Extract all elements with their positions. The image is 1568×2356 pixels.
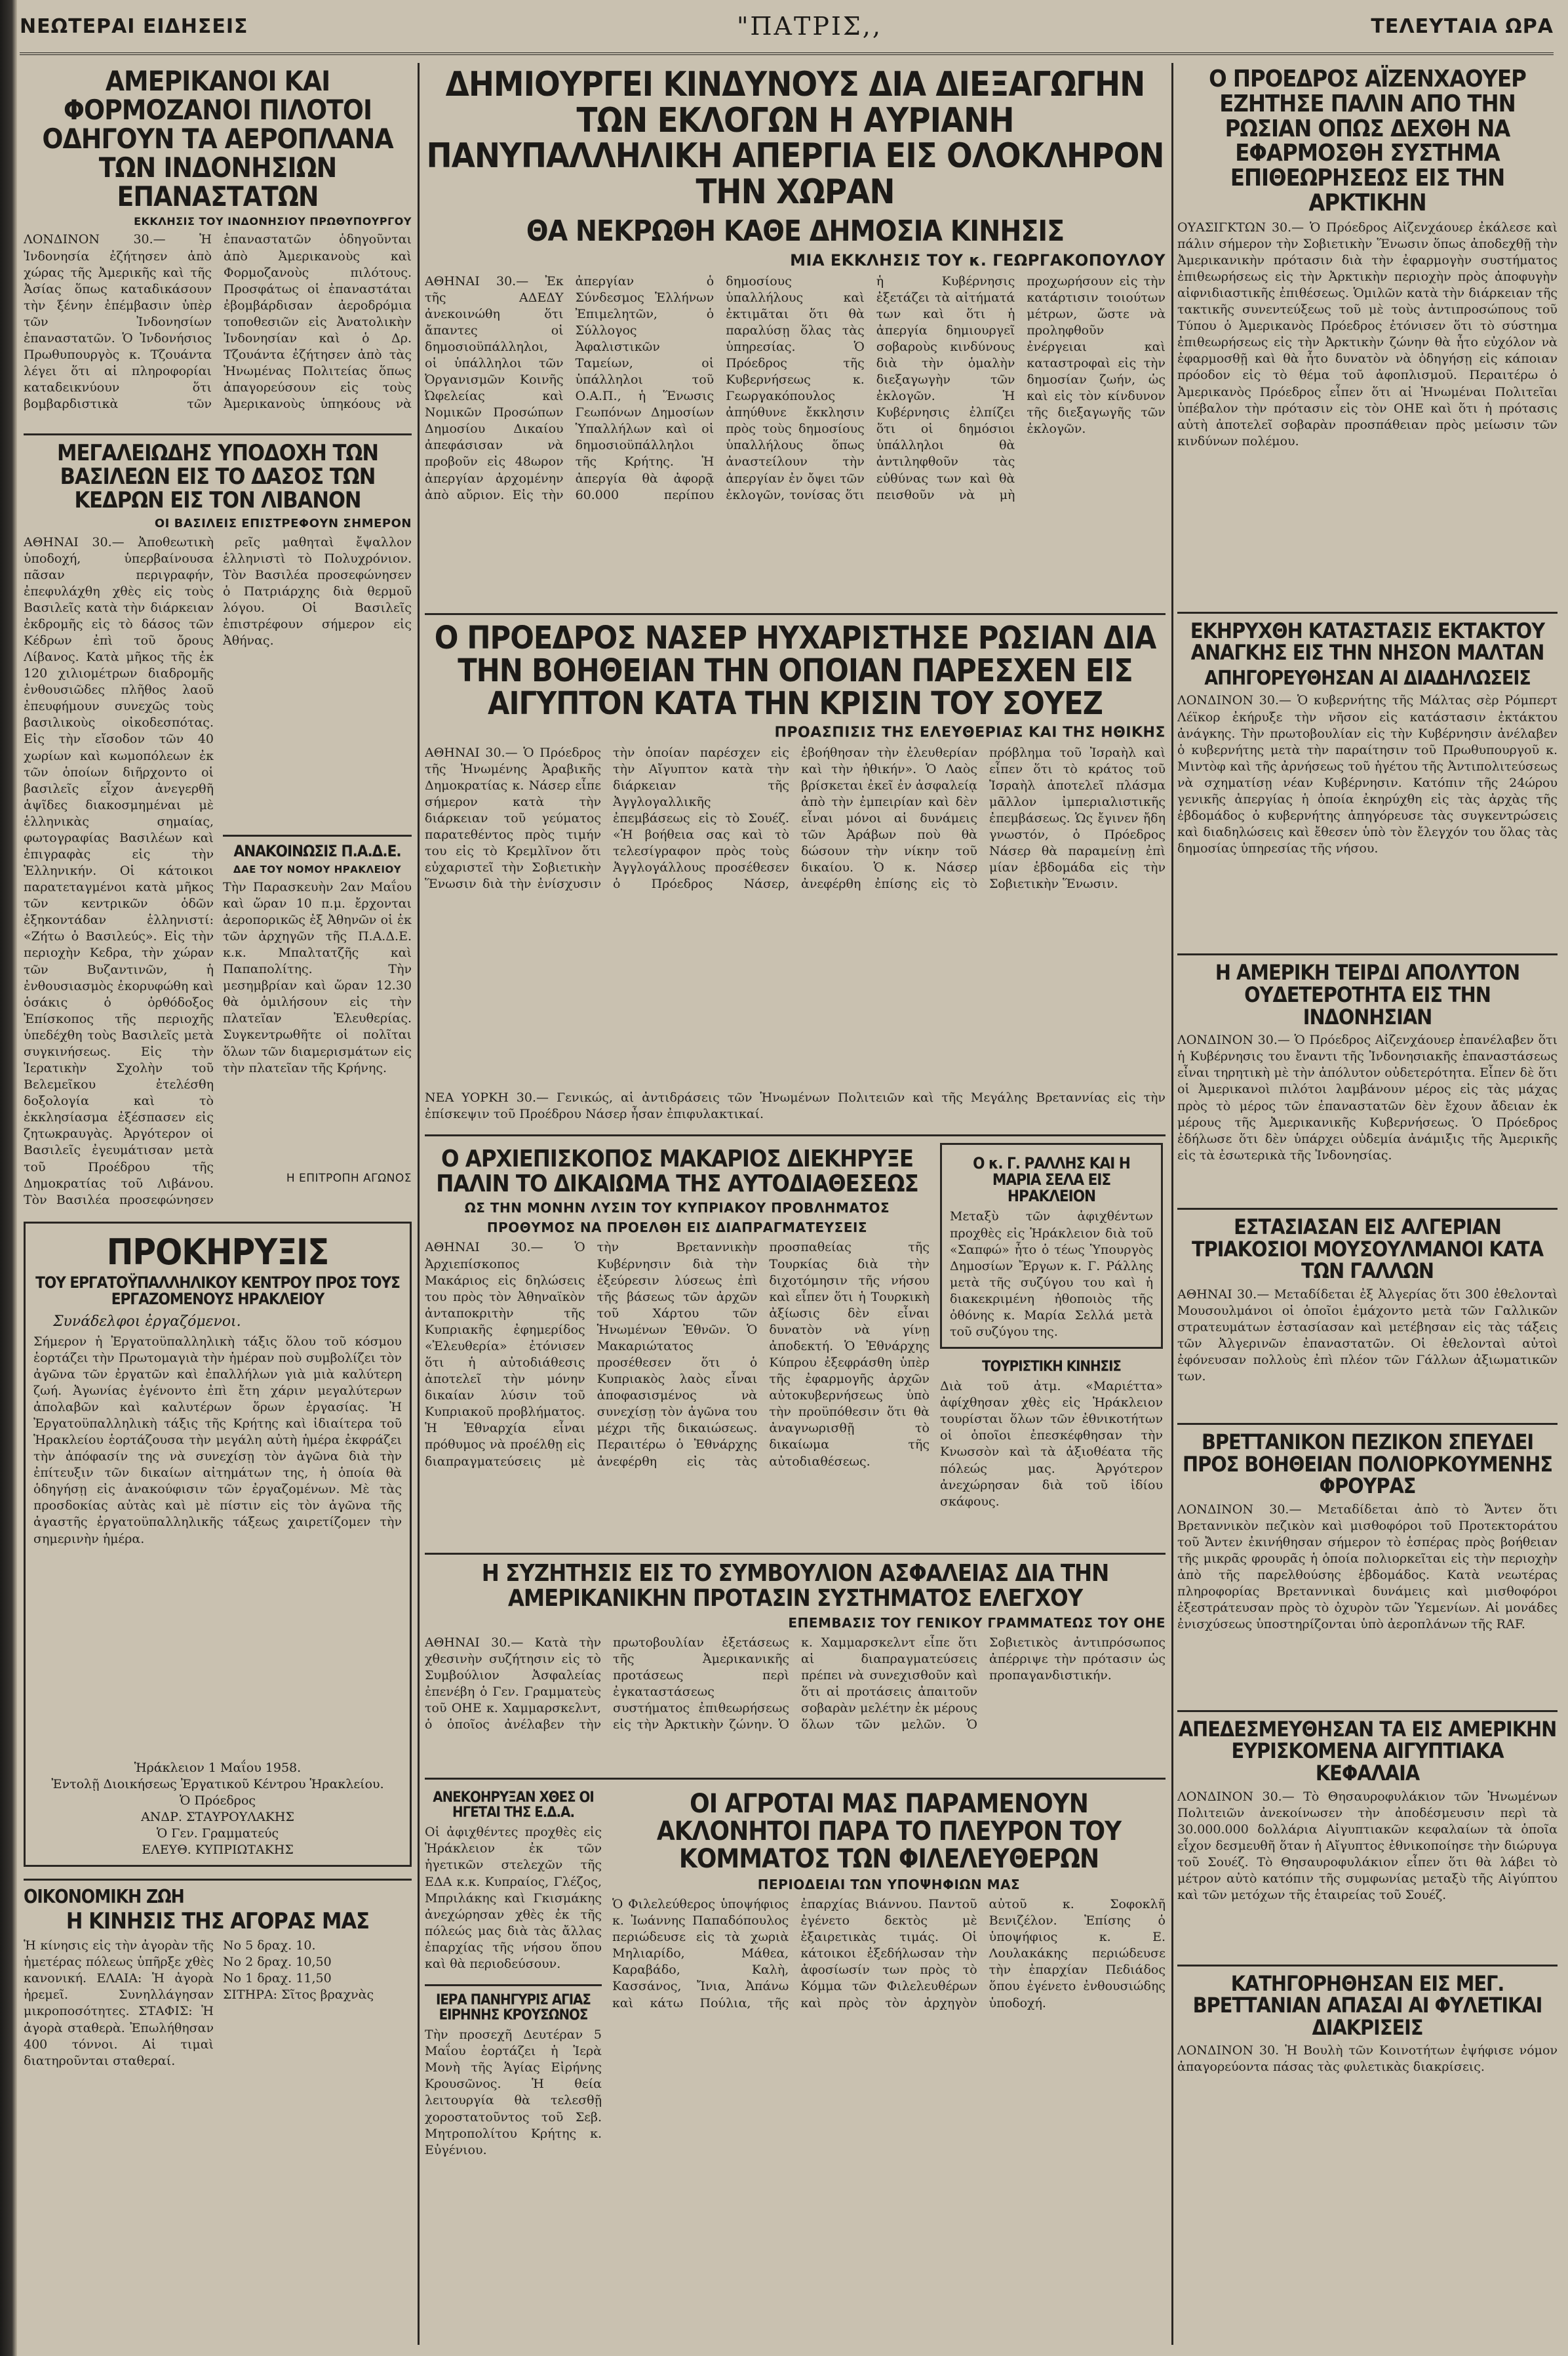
headline: Ο κ. Γ. ΡΑΛΛΗΣ ΚΑΙ Η ΜΑΡΙΑ ΣΕΛΑ ΕΙΣ ΗΡΑΚΛΕΙΟΝ [973, 1153, 1130, 1206]
column-rule-1 [418, 63, 420, 2345]
divider [1177, 1208, 1558, 1210]
article-body: ΛΟΝΔΙΝΟΝ 30.— Ἡ Ἰνδονησία ἐζήτησεν ἀπὸ χώρας τῆς Ἀμερικῆς καὶ τῆς Ἀσίας ὅπως καταδικάσουν τὴν ξένην ἐπέμβασιν ὑπὲρ τῶν Ἰνδονησίων ἐπαναστατῶν. Ὁ Ἰνδονήσιος Πρωθυπουργὸς κ. Τζουάντα λέγει ὅτι αἱ πληροφορίαι καταδεικνύουν ὅτι βομβαρδιστικὰ τῶν ἐπαναστατῶν ὁδηγοῦνται ἀπὸ Ἀμερικανοὺς καὶ Φορμοζανοὺς πιλότους. Προσφάτως οἱ ἐπαναστάται ἐβομβάρδισαν ἀεροδρόμια τοποθεσιῶν εἰς Ἀνατολικὴν Ἰνδονησίαν καὶ ὁ Δρ. Τζουάντα ἐζήτησεν ἀπὸ τὰς Ἡνωμένας Πολιτείας ὅπως ἀπαγορεύσουν εἰς τοὺς Ἀμερικανοὺς ὑπηκόους νὰ [24, 232, 412, 412]
article-body-continued: ρεῖς μαθηταὶ ἔψαλλον ἑλληνιστὶ τὸ Πολυχρόνιον. Τὸν Βασιλέα προσεφώνησεν ὁ Πατριάρχης διὰ θερμοῦ λόγου. Οἱ Βασιλεῖς ἐπιστρέφουν σήμερον εἰς Ἀθήνας. [223, 534, 412, 648]
headline: ΕΣΤΑΣΙΑΣΑΝ ΕΙΣ ΑΛΓΕΡΙΑΝ ΤΡΙΑΚΟΣΙΟΙ ΜΟΥΣΟΥΛΜΑΝΟΙ ΚΑΤΑ ΤΩΝ ΓΑΛΛΩΝ [1191, 1214, 1544, 1284]
proclamation-greeting: Συνάδελφοι ἐργαζόμενοι. [53, 1313, 241, 1330]
proclamation-org: Ἐντολῇ Διοικήσεως Ἐργατικοῦ Κέντρου Ἡρακλείου. [51, 1776, 384, 1791]
proclamation-signatures [33, 1760, 402, 1858]
headline: Ο ΠΡΟΕΔΡΟΣ ΝΑΣΕΡ ΗΥΧΑΡΙΣΤΗΣΕ ΡΩΣΙΑΝ ΔΙΑ ΤΗΝ ΒΟΗΘΕΙΑΝ ΤΗΝ ΟΠΟΙΑΝ ΠΑΡΕΣΧΕΝ ΕΙΣ ΑΙΓΥΠΤΟΝ ΚΑΤΑ ΤΗΝ ΚΡΙΣΙΝ ΤΟΥ ΣΟΥΕΖ [434, 619, 1156, 723]
headline: Η ΑΜΕΡΙΚΗ ΤΕΙΡΔΙ ΑΠΟΛΥΤΟΝ ΟΥΔΕΤΕΡΟΤΗΤΑ ΕΙΣ ΤΗΝ ΙΝΔΟΝΗΣΙΑΝ [1215, 960, 1520, 1029]
article-body: ΑΘΗΝΑΙ 30.— Ὁ Πρόεδρος τῆς Ἡνωμένης Ἀραβικῆς Δημοκρατίας κ. Νάσερ εἶπε σήμερον κατὰ τὴν διάρκειαν τοῦ γεύματος παρατεθέντος πρὸς τιμήν του εἰς τὸ Κρεμλῖνον ὅτι εὐχαριστεῖ τὴν Σοβιετικὴν Ἕνωσιν διὰ τὴν ἐνίσχυσιν τὴν ὁποίαν παρέσχεν εἰς τὴν Αἴγυπτον κατὰ τὴν διάρκειαν τῆς Ἀγγλογαλλικῆς ἐπεμβάσεως εἰς τὸ Σουέζ. «Ἡ βοήθεια σας καὶ τὸ τελεσίγραφον πρὸς τοὺς Ἀγγλογάλλους προσέθεσεν ὁ Πρόεδρος Νάσερ, ἐβοήθησαν τὴν ἐλευθερίαν καὶ τὴν ἠθικήν». Ὁ Λαὸς βρίσκεται ἐκεῖ ἐν ἀσφαλείᾳ ἀπὸ τὴν ἐμπειρίαν καὶ δὲν εἶναι μόνοι αἱ δυνάμεις τῶν Ἀράβων ποὺ θὰ δώσουν τὴν νίκην τοῦ δικαίου. Ὁ κ. Νάσερ ἀνεφέρθη ἐπίσης εἰς τὸ πρόβλημα τοῦ Ἰσραὴλ καὶ εἶπεν ὅτι τὸ κράτος τοῦ Ἰσραὴλ ἀποτελεῖ πλάσμα μᾶλλον ἰμπεριαλιστικῆς ἐπεμβάσεως. Ὡς ἔγινεν ἤδη γνωστόν, ὁ Πρόεδρος Νάσερ θὰ παραμείνῃ ἐπὶ μίαν ἑβδομάδα εἰς τὴν Σοβιετικὴν Ἕνωσιν. [425, 745, 1166, 892]
article-egypt-funds [1177, 1716, 1558, 1953]
notice-pade [223, 843, 412, 1185]
article-security-council [425, 1561, 1166, 1766]
article-eda-leaders [425, 1790, 602, 1972]
price-item: ΣΙΤΗΡΑ: Σῖτος βραχνὰς [223, 1987, 374, 2003]
divider [1177, 1965, 1558, 1967]
article-body: ΑΘΗΝΑΙ 30.— Ὁ Ἀρχιεπίσκοπος Μακάριος εἰς δηλώσεις του πρὸς τὸν Ἀθηναϊκὸν ἀνταποκριτὴν τῆς Κυπριακῆς ἐφημερίδος «Ἐλευθερία» ἐτόνισεν ὅτι ἡ αὐτοδιάθεσις ἀποτελεῖ τὴν μόνην δικαίαν λύσιν τοῦ Κυπριακοῦ προβλήματος. Ἡ Ἐθναρχία εἶναι πρόθυμος νὰ προέλθῃ εἰς διαπραγματεύσεις μὲ τὴν Βρεταννικὴν Κυβέρνησιν διὰ τὴν ἐξεύρεσιν λύσεως ἐπὶ τῆς βάσεως τῶν ἀρχῶν τοῦ Χάρτου τῶν Ἡνωμένων Ἐθνῶν. Ὁ Μακαριώτατος προσέθεσεν ὅτι ὁ Κυπριακὸς λαὸς εἶναι ἀποφασισμένος νὰ συνεχίσῃ τὸν ἀγῶνα του μέχρι τῆς δικαιώσεως. Περαιτέρω ὁ Ἐθνάρχης ἀνεφέρθη εἰς τὰς προσπαθείας τῆς Τουρκίας διὰ τὴν διχοτόμησιν τῆς νήσου καὶ εἶπεν ὅτι ἡ Τουρκικὴ ἀξίωσις δὲν εἶναι δυνατὸν νὰ γίνῃ ἀποδεκτή. Ὁ Ἐθνάρχης Κύπρου ἐξεφράσθη ὑπὲρ τῆς ἐφαρμογῆς ἀρχῶν αὐτοκυβερνήσεως ὑπὸ τὴν προϋπόθεσιν ὅτι θὰ ἀναγνωρισθῇ τὸ δικαίωμα τῆς αὐτοδιαθέσεως. [425, 1240, 930, 1469]
headline: ΔΗΜΙΟΥΡΓΕΙ ΚΙΝΔΥΝΟΥΣ ΔΙΑ ΔΙΕΞΑΓΩΓΗΝ ΤΩΝ ΕΚΛΟΓΩΝ Η ΑΥΡΙΑΝΗ ΠΑΝΥΠΑΛΛΗΛΙΚΗ ΑΠΕΡΓΙΑ ΕΙΣ ΟΛΟΚΛΗΡΟΝ ΤΗΝ ΧΩΡΑΝ [426, 65, 1164, 212]
article-body: ΛΟΝΔΙΝΟΝ 30.— Μεταδίδεται ἀπὸ τὸ Ἄντεν ὅτι Βρεταννικὸν πεζικὸν καὶ μισθοφόροι τοῦ Προτεκτοράτου τοῦ Ἄντεν ἐκινήθησαν σήμερον τὸ ἑσπέρας πρὸς βοήθειαν τῆς μικρᾶς φρουρᾶς ἡ ὁποία πολιορκεῖται εἰς τὴν περιοχὴν ἀπὸ τῆς παρελθούσης ἑβδομάδος. Κατὰ νεωτέρας πληροφορίας Βρεταννικαὶ δυνάμεις καὶ μισθοφόροι ἐξεστράτευσαν πρὸς τὸ ὀχυρὸν τῶν Ὑεμενίων. Αἱ μονάδες ἐνισχύσεως ὑποστηρίζονται ὑπὸ ἀεροπλάνων τῆς RAF. [1177, 1502, 1558, 1632]
article-malta [1177, 620, 1558, 942]
price-item: Νο 2 δραχ. 10,50 [223, 1955, 332, 1970]
headline: Η ΣΥΖΗΤΗΣΙΣ ΕΙΣ ΤΟ ΣΥΜΒΟΥΛΙΟΝ ΑΣΦΑΛΕΙΑΣ ΔΙΑ ΤΗΝ ΑΜΕΡΙΚΑΝΙΚΗΝ ΠΡΟΤΑΣΙΝ ΣΥΣΤΗΜΑΤΟΣ ΕΛΕΓΧΟΥ [481, 1560, 1109, 1612]
headline: Ο ΑΡΧΙΕΠΙΣΚΟΠΟΣ ΜΑΚΑΡΙΟΣ ΔΙΕΚΗΡΥΞΕ ΠΑΛΙΝ ΤΟ ΔΙΚΑΙΩΜΑ ΤΗΣ ΑΥΤΟΔΙΑΘΕΣΕΩΣ [436, 1145, 918, 1197]
page-binding [0, 0, 17, 2356]
subheadline: ΕΚΚΛΗΣΙΣ ΤΟΥ ΙΝΔΟΝΗΣΙΟΥ ΠΡΩΘΥΠΟΥΡΓΟΥ [134, 215, 412, 228]
president-role: Ὁ Πρόεδρος [179, 1793, 256, 1808]
article-body: ΑΘΗΝΑΙ 30.— Κατὰ τὴν χθεσινὴν συζήτησιν εἰς τὸ Συμβούλιον Ἀσφαλείας ἐπενέβη ὁ Γεν. Γραμματεὺς τοῦ ΟΗΕ κ. Χαμμαρσκελντ, ὁ ὁποῖος ἀνέλαβεν τὴν πρωτοβουλίαν ἐξετάσεως τῆς Ἀμερικανικῆς προτάσεως περὶ ἐγκαταστάσεως συστήματος ἐπιθεωρήσεως εἰς τὴν Ἀρκτικὴν ζώνην. Ὁ κ. Χαμμαρσκελντ εἶπε ὅτι αἱ διαπραγματεύσεις πρέπει νὰ συνεχισθοῦν καὶ ὅτι αἱ προτάσεις ἀπαιτοῦν σοβαρὰν μελέτην ἐκ μέρους ὅλων τῶν μελῶν. Ὁ Σοβιετικὸς ἀντιπρόσωπος ἀπέρριψε τὴν πρότασιν ὡς προπαγανδιστικήν. [425, 1635, 1166, 1732]
headline: ΟΙ ΑΓΡΟΤΑΙ ΜΑΣ ΠΑΡΑΜΕΝΟΥΝ ΑΚΛΟΝΗΤΟΙ ΠΑΡΑ ΤΟ ΠΛΕΥΡΟΝ ΤΟΥ ΚΟΜΜΑΤΟΣ ΤΩΝ ΦΙΛΕΛΕΥΘΕΡΩΝ [656, 1789, 1122, 1875]
dateline-new-york: ΝΕΑ ΥΟΡΚΗ 30.— Γενικώς, αἱ ἀντιδράσεις τῶν Ἡνωμένων Πολιτειῶν καὶ τῆς Μεγάλης Βρεταννίας εἰς τὴν ἐπίσκεψιν τοῦ Προέδρου Νάσερ ἦσαν ἐπιφυλακτικαί. [425, 1090, 1166, 1121]
article-body: Διὰ τοῦ ἀτμ. «Μαριέττα» ἀφίχθησαν χθὲς εἰς Ἡράκλειον τουρίσται ὅλων τῶν ἐθνικοτήτων οἱ ὁποῖοι ἐπεσκέφθησαν τὴν Κνωσσὸν καὶ τὰ ἀξιοθέατα τῆς πόλεώς μας. Ἀργότερον ἀνεχώρησαν διὰ τοῦ ἰδίου σκάφους. [940, 1379, 1163, 1509]
subheadline: ΟΙ ΒΑΣΙΛΕΙΣ ΕΠΙΣΤΡΕΦΟΥΝ ΣΗΜΕΡΟΝ [154, 516, 412, 530]
divider [223, 835, 412, 837]
article-farmers [612, 1790, 1166, 2132]
article-festival [425, 1993, 602, 2159]
article-body: ΑΘΗΝΑΙ 30.— Μεταδίδεται ἐξ Ἀλγερίας ὅτι 300 ἐθελονταὶ Μουσουλμάνοι οἱ ὁποῖοι ἐμάχοντο μετὰ τῶν Γαλλικῶν στρατευμάτων ἐστασίασαν καὶ μετέβησαν εἰς τὰς τάξεις τῶν Ἀλγερινῶν ἐπαναστατῶν. Οἱ ἐθελονταὶ αὐτοὶ ἐφόνευσαν πολλοὺς ἐπὶ πλέον τῶν Γάλλων ἀξιωματικῶν των. [1177, 1287, 1558, 1384]
proclamation-subtitle: ΤΟΥ ΕΡΓΑΤΟΫΠΑΛΛΗΛΙΚΟΥ ΚΕΝΤΡΟΥ ΠΡΟΣ ΤΟΥΣ ΕΡΓΑΖΟΜΕΝΟΥΣ ΗΡΑΚΛΕΙΟΥ [35, 1273, 400, 1309]
secretary-name: ΕΛΕΥΘ. ΚΥΠΡΙΩΤΑΚΗΣ [142, 1842, 294, 1857]
column-right [1177, 63, 1558, 2082]
secretary-role: Ὁ Γεν. Γραμματεύς [156, 1826, 279, 1841]
newspaper-title: "ΠΑΤΡΙΣ,, [736, 12, 882, 41]
section-label-latest-news: ΝΕΩΤΕΡΑΙ ΕΙΔΗΣΕΙΣ [20, 14, 248, 38]
article-body: ΛΟΝΔΙΝΟΝ 30. Ἡ Βουλὴ τῶν Κοινοτήτων ἐψήφισε νόμον ἀπαγορεύοντα πάσας τὰς φυλετικὰς διακρίσεις. [1177, 2043, 1558, 2075]
section-label-last-hour: ΤΕΛΕΥΤΑΙΑ ΩΡΑ [1371, 14, 1554, 38]
subheadline: ΠΡΟΑΣΠΙΣΙΣ ΤΗΣ ΕΛΕΥΘΕΡΙΑΣ ΚΑΙ ΤΗΣ ΗΘΙΚΗΣ [774, 724, 1166, 741]
article-strike [425, 67, 1166, 601]
headline: ΒΡΕΤΤΑΝΙΚΟΝ ΠΕΖΙΚΟΝ ΣΠΕΥΔΕΙ ΠΡΟΣ ΒΟΗΘΕΙΑΝ ΠΟΛΙΟΡΚΟΥΜΕΝΗΣ ΦΡΟΥΡΑΣ [1183, 1429, 1552, 1499]
divider [1177, 1710, 1558, 1712]
notice-signature: Η ΕΠΙΤΡΟΠΗ ΑΓΩΝΟΣ [286, 1171, 412, 1185]
section-kicker: ΟΙΚΟΝΟΜΙΚΗ ΖΩΗ [24, 1886, 184, 1908]
article-royal-visit-lebanon [24, 442, 412, 1209]
headline: ΕΚΗΡΥΧΘΗ ΚΑΤΑΣΤΑΣΙΣ ΕΚΤΑΚΤΟΥ ΑΝΑΓΚΗΣ ΕΙΣ ΤΗΝ ΝΗΣΟΝ ΜΑΛΤΑΝ [1190, 618, 1545, 666]
column-rule-2 [1171, 63, 1173, 2345]
divider [425, 1984, 602, 1986]
article-body: Ἡ κίνησις εἰς τὴν ἀγορὰν τῆς ἡμετέρας πόλεως ὑπῆρξε χθὲς κανονική. ΕΛΑΙΑ: Ἡ ἀγορὰ ἠρεμεῖ. Συνηλλάγησαν μικροποσότητες. ΣΤΑΦΙΣ: Ἡ ἀγορὰ σταθερὰ. Ἐπωλήθησαν 400 τόννοι. Αἱ τιμαὶ διατηροῦνται σταθεραί. [24, 1938, 214, 2068]
divider [24, 1879, 412, 1881]
deck: ΘΑ ΝΕΚΡΩΘΗ ΚΑΘΕ ΔΗΜΟΣΙΑ ΚΙΝΗΣΙΣ [526, 214, 1065, 249]
headline: ΤΟΥΡΙΣΤΙΚΗ ΚΙΝΗΣΙΣ [982, 1359, 1121, 1376]
article-body: ΑΘΗΝΑΙ 30.— Ἐκ τῆς ΑΔΕΔΥ ἀνεκοινώθη ὅτι ἄπαντες οἱ δημοσιοϋπάλληλοι, οἱ ὑπάλληλοι τῶν Ὀργανισμῶν Κοινῆς Ὠφελείας καὶ Νομικῶν Προσώπων Δημοσίου Δικαίου ἀπεφάσισαν νὰ προβοῦν εἰς 48ωρον ἀπεργίαν ἀρχομένην ἀπὸ αὔριον. Εἰς τὴν ἀπεργίαν ὁ Σύνδεσμος Ἑλλήνων Ἐπιμελητῶν, ὁ Σύλλογος Ἀφαλιστικῶν Ταμείων, οἱ ὑπάλληλοι τοῦ Ο.Α.Π., ἡ Ἕνωσις Γεωπόνων Δημοσίων Ὑπαλλήλων καὶ οἱ δημοσιοϋπάλληλοι τῆς Κρήτης. Ἡ ἀπεργία θὰ ἀφορᾷ 60.000 περίπου δημοσίους ὑπαλλήλους καὶ ἐκτιμᾶται ὅτι θὰ παραλύσῃ ὅλας τὰς ὑπηρεσίας. Ὁ Πρόεδρος τῆς Κυβερνήσεως κ. Γεωργακόπουλος ἀπηύθυνε ἔκκλησιν πρὸς τοὺς δημοσίους ὑπαλλήλους ὅπως ἀναστείλουν τὴν ἀπεργίαν ἐν ὄψει τῶν ἐκλογῶν, τονίσας ὅτι ἡ Κυβέρνησις ἐξετάζει τὰ αἰτήματά των καὶ ὅτι ἡ ἀπεργία δημιουργεῖ σοβαροὺς κινδύνους διὰ τὴν ὁμαλὴν διεξαγωγὴν τῶν ἐκλογῶν. Ἡ Κυβέρνησις ἐλπίζει ὅτι οἱ δημόσιοι ὑπάλληλοι θὰ ἀντιληφθοῦν τὰς εὐθύνας των καὶ θὰ πεισθοῦν νὰ μὴ προχωρήσουν εἰς τὴν κατάρτισιν τοιούτων μέτρων, ὥστε νὰ προληφθοῦν ἐνέργειαι καὶ καταστροφαὶ εἰς τὴν δημοσίαν ζωήν, ὡς καὶ εἰς τὸν κίνδυνον τῆς διεξαγωγῆς τῶν ἐκλογῶν. [425, 273, 1166, 502]
column-left [24, 63, 412, 2069]
divider [1177, 953, 1558, 955]
divider [1177, 612, 1558, 614]
proclamation-body: Σήμερον ἡ Ἐργατοϋπαλληλικὴ τάξις ὅλου τοῦ κόσμου ἑορτάζει τὴν Πρωτομαγιὰ τὴν ἡμέραν ποὺ συμβολίζει τὸν ἀγῶνα τῶν ἐργατῶν καὶ ἐπαλλήλων γιὰ μιὰ καλύτερη ζωή. Ἀγωνίας ἐγένοντο ἐπὶ ἔτη χάριν μεγαλύτερων ἀπολαβῶν καὶ καλυτέρων ὅρων ἐργασίας. Ἡ Ἐργατοϋπαλληλικὴ τάξις τῆς Κρήτης καὶ ἰδιαίτερα τοῦ Ἡρακλείου ἑορτάζουσα τὴν μεγάλη αὐτὴ ἡμέρα ἐκφράζει τὴν ἀπόφασίν της νὰ συνεχίσῃ τὸν ἀγῶνα διὰ τὴν ἐπίτευξιν τῶν δικαίων αἰτημάτων της, ἡ ὁποία θὰ ὁδηγήσῃ εἰς ἀνακούφισιν τῶν ἐργαζομένων. Μὲ τὰς προσδοκίας αὐτὰς καὶ μὲ πίστιν εἰς τὸν ἀγῶνα τῆς ἀγαστῆς ἐργατοϋπαλληλικῆς τάξεως χαιρετίζομεν τὴν σημερινὴν ἡμέρα. [33, 1334, 402, 1546]
notice-title: ΑΝΑΚΟΙΝΩΣΙΣ Π.Α.Δ.Ε. [233, 841, 401, 860]
proclamation-date: Ἡράκλειον 1 Μαΐου 1958. [134, 1760, 302, 1775]
headline: Ο ΠΡΟΕΔΡΟΣ ΑΪΖΕΝΧΑΟΥΕΡ ΕΖΗΤΗΣΕ ΠΑΛΙΝ ΑΠΟ ΤΗΝ ΡΩΣΙΑΝ ΟΠΩΣ ΔΕΧΘΗ ΝΑ ΕΦΑΡΜΟΣΘΗ ΣΥΣΤΗΜΑ ΕΠΙΘΕΩΡΗΣΕΩΣ ΕΙΣ ΤΗΝ ΑΡΚΤΙΚΗΝ [1209, 66, 1526, 216]
subheadline: ΕΠΕΜΒΑΣΙΣ ΤΟΥ ΓΕΝΙΚΟΥ ΓΡΑΜΜΑΤΕΩΣ ΤΟΥ ΟΗΕ [788, 1615, 1166, 1631]
notice-body: Τὴν Παρασκευὴν 2αν Μαΐου καὶ ὥραν 10 π.μ. ἔρχονται ἀεροπορικῶς ἐξ Ἀθηνῶν οἱ ἐκ τῶν ἀρχηγῶν τῆς Π.Α.Δ.Ε. κ.κ. Μπαλτατζῆς καὶ Παπαπολίτης. Τὴν μεσημβρίαν καὶ ὥραν 12.30 θὰ ὁμιλήσουν εἰς τὴν πλατεῖαν Ἐλευθερίας. Συγκεντρωθῆτε οἱ πολῖται ὅλων τῶν διαμερισμάτων εἰς τὴν πλατεῖαν τῆς Κρήνης. [223, 879, 412, 1075]
divider [1177, 1423, 1558, 1425]
subheadline: ΜΙΑ ΕΚΚΛΗΣΙΣ ΤΟΥ κ. ΓΕΩΡΓΑΚΟΠΟΥΛΟΥ [790, 250, 1166, 270]
notice-subtitle: ΔΑΕ ΤΟΥ ΝΟΜΟΥ ΗΡΑΚΛΕΙΟΥ [233, 863, 402, 875]
headline: ΜΕΓΑΛΕΙΩΔΗΣ ΥΠΟΔΟΧΗ ΤΩΝ ΒΑΣΙΛΕΩΝ ΕΙΣ ΤΟ ΔΑΣΟΣ ΤΩΝ ΚΕΔΡΩΝ ΕΙΣ ΤΟΝ ΛΙΒΑΝΟΝ [57, 440, 378, 513]
proclamation-box [24, 1222, 412, 1867]
headline: ΑΜΕΡΙΚΑΝΟΙ ΚΑΙ ΦΟΡΜΟΖΑΝΟΙ ΠΙΛΟΤΟΙ ΟΔΗΓΟΥΝ ΤΑ ΑΕΡΟΠΛΑΝΑ ΤΩΝ ΙΝΔΟΝΗΣΙΩΝ ΕΠΑΝΑΣΤΑΤΩΝ [42, 65, 393, 213]
article-nasser [425, 619, 1166, 1123]
article-racial-discrimination [1177, 1970, 1558, 2083]
article-body: ΟΥΑΣΙΓΚΤΩΝ 30.— Ὁ Πρόεδρος Αἰζενχάουερ ἐκάλεσε καὶ πάλιν σήμερον τὴν Σοβιετικὴν Ἕνωσιν ὅπως ἀποδεχθῇ τὴν Ἀμερικανικὴν πρότασιν διὰ τὴν ἐφαρμογὴν συστήματος ἐπιθεωρήσεως εἰς τὴν Ἀρκτικὴν περιοχὴν πρὸς ἀποφυγὴν αἰφνιδιαστικῆς ἐπιθέσεως. Ὁμιλῶν κατὰ τὴν διάρκειαν τῆς τακτικῆς συνεντεύξεως τοῦ μὲ τοὺς ἀντιπροσώπους τοῦ Τύπου ὁ Ἀμερικανὸς Πρόεδρος ἐτόνισεν ὅτι τὸ σύστημα ἐπιθεωρήσεως εἰς τὴν Ἀρκτικὴν ζώνην θὰ ἦτο εὐχόλον νὰ ἐφαρμοσθῇ καὶ θὰ ἦτο δυνατὸν νὰ ὁδηγήσῃ εἰς κάποιαν πρόοδον εἰς τὸ θέμα τοῦ ἀφοπλισμοῦ. Περαιτέρω ὁ Ἀμερικανὸς Πρόεδρος εἶπεν ὅτι αἱ Ἡνωμέναι Πολιτεῖαι ὑπέβαλον τὴν πρότασιν εἰς τὸν ΟΗΕ καὶ ὅτι ἡ πρότασις αὐτὴ ἀποτελεῖ σοβαρὰν προσπάθειαν πρὸς μείωσιν τῶν κινδύνων πολέμου. [1177, 220, 1558, 449]
article-rallis [940, 1143, 1163, 1349]
price-item: Νο 5 δραχ. 10. [223, 1938, 316, 1953]
subheadline: ΑΠΗΓΟΡΕΥΘΗΣΑΝ ΑΙ ΔΙΑΔΗΛΩΣΕΙΣ [1204, 666, 1531, 690]
subheadline: ΠΕΡΙΟΔΕΙΑΙ ΤΩΝ ΥΠΟΨΗΦΙΩΝ ΜΑΣ [757, 1877, 1021, 1893]
divider [425, 1553, 1166, 1555]
headline: ΑΝΕΚΟΗΡΥΞΑΝ ΧΘΕΣ ΟΙ ΗΓΕΤΑΙ ΤΗΣ Ε.Δ.Α. [433, 1789, 594, 1822]
headline: ΚΑΤΗΓΟΡΗΘΗΣΑΝ ΕΙΣ ΜΕΓ. ΒΡΕΤΤΑΝΙΑΝ ΑΠΑΣΑΙ ΑΙ ΦΥΛΕΤΙΚΑΙ ΔΙΑΚΡΙΣΕΙΣ [1192, 1970, 1542, 2040]
article-market [24, 1887, 412, 2069]
price-list [223, 1938, 412, 2069]
divider [24, 433, 412, 435]
divider [425, 1778, 1166, 1780]
subheadline-secondary: ΠΡΟΘΥΜΟΣ ΝΑ ΠΡΟΕΛΘΗ ΕΙΣ ΔΙΑΠΡΑΓΜΑΤΕΥΣΕΙΣ [486, 1220, 868, 1236]
article-algeria [1177, 1216, 1558, 1411]
column-center [425, 63, 1166, 2159]
subheadline: ΩΣ ΤΗΝ ΜΟΝΗΝ ΛΥΣΙΝ ΤΟΥ ΚΥΠΡΙΑΚΟΥ ΠΡΟΒΛΗΜΑΤΟΣ [464, 1200, 890, 1216]
article-body: ΑΘΗΝΑΙ 30.— Ἀποθεωτικὴ ὑποδοχή, ὑπερβαίνουσα πᾶσαν περιγραφήν, ἐπεφυλάχθη χθὲς εἰς τοὺς Βασιλεῖς κατὰ τὴν διάρκειαν ἐκδρομῆς εἰς τὸ δάσος τῶν Κέδρων ἐπὶ τοῦ ὄρους Λίβανος. Κατὰ μῆκος τῆς ἐκ 120 χιλιομέτρων διαδρομῆς ἐνθουσιῶδες πλῆθος λαοῦ ἐπευφήμουν συνεχῶς τοὺς βασιλικοὺς οἰκοδεσπότας. Εἰς τὴν εἴσοδον τῶν 40 χωρίων καὶ κωμοπόλεων ἐκ τῶν ὁποίων διῆρχοντο οἱ βασιλεῖς εἶχον ἀνεγερθῆ ἁψῖδες διακοσμημέναι μὲ ἑλληνικὰς σημαίας, φωτογραφίας Βασιλέων καὶ ἐπιγραφὰς εἰς τὴν Ἑλληνικήν. Οἱ κάτοικοι παρατεταγμένοι κατὰ μῆκος τῶν κεντρικῶν ὁδῶν ἐξηκοντάδαν ἑλληνιστί: «Ζήτω ὁ Βασιλεύς». Εἰς τὴν περιοχὴν Κεδρα, τὴν χώραν τῶν Βυζαντινῶν, ἡ ἐνθουσιασμὸς ἐκορυφώθη καὶ ὁσάκις ὁ ὀρθόδοξος Ἐπίσκοπος τῆς περιοχῆς ὑπεδέχθη τοὺς Βασιλεῖς μετὰ συγκινήσεως. Εἰς τὴν Ἱερατικὴν Σχολὴν τοῦ Βελεμεῖκου ἐτελέσθη δοξολογία καὶ τὸ ἐκκλησίασμα ἐξέσπασεν εἰς ζητωκραυγὰς. Ἀργότερον οἱ Βασιλεῖς ἐγευμάτισαν μετὰ τοῦ Προέδρου τῆς Δημοκρατίας τοῦ Λιβάνου. Τὸν Βασιλέα προσεφώνησεν [24, 534, 214, 1207]
headline: Η ΚΙΝΗΣΙΣ ΤΗΣ ΑΓΟΡΑΣ ΜΑΣ [66, 1908, 370, 1935]
headline: ΙΕΡΑ ΠΑΝΗΓΥΡΙΣ ΑΓΙΑΣ ΕΙΡΗΝΗΣ ΚΡΟΥΣΩΝΟΣ [436, 1991, 591, 2024]
masthead [20, 0, 1554, 55]
headline: ΑΠΕΔΕΣΜΕΥΘΗΣΑΝ ΤΑ ΕΙΣ ΑΜΕΡΙΚΗΝ ΕΥΡΙΣΚΟΜΕΝΑ ΑΙΓΥΠΤΙΑΚΑ ΚΕΦΑΛΑΙΑ [1178, 1716, 1557, 1786]
article-indonesia-pilots [24, 67, 412, 422]
divider [425, 613, 1166, 615]
article-body: Ὁ Φιλελεύθερος ὑποψήφιος κ. Ἰωάννης Παπαδόπουλος περιώδευσε εἰς τὰ χωριὰ Μηλιαρίδο, Μάθεα, Καραβάδο, Καλὴ, Κασσάνος, Ἴνια, Ἀπάνω καὶ κάτω Πούλια, τῆς ἐπαρχίας Βιάννου. Παντοῦ ἐγένετο δεκτὸς μὲ ἐξαιρετικὰς τιμάς. Οἱ κάτοικοι ἐξεδήλωσαν τὴν ἀφοσίωσίν των πρὸς τὸ Κόμμα τῶν Φιλελευθέρων καὶ πρὸς τὸν ἀρχηγὸν αὐτοῦ κ. Σοφοκλῆ Βενιζέλον. Ἐπίσης ὁ ὑποψήφιος κ. Ε. Λουλακάκης περιώδευσε τὴν ἐπαρχίαν Πεδιάδος ὅπου ἐγένετο ἐνθουσιώδης ὑποδοχή. [612, 1897, 1166, 2010]
article-body: ΛΟΝΔΙΝΟΝ 30.— Ὁ κυβερνήτης τῆς Μάλτας σὲρ Ρόμπερτ Λέϊκορ ἐκήρυξε τὴν νῆσον εἰς κατάστασιν ἐκτάκτου ἀνάγκης. Τὴν πρωτοβουλίαν εἰς τὴν Κυβέρνησιν ἀνέλαβεν ὁ κυβερνήτης μετὰ τὴν παραίτησιν τοῦ Πρωθυπουργοῦ κ. Μιντὸφ καὶ τῆς ἀρνήσεως τοῦ ἡγέτου τῆς Ἀντιπολιτεύσεως νὰ σχηματίσῃ νέαν Κυβέρνησιν. Κατόπιν τῆς 24ώρου γενικῆς ἀπεργίας ἡ ὁποία ἐκηρύχθη εἰς τὰς ἀρχὰς τῆς ἑβδομάδος ὁ κυβερνήτης ἀπηγόρευσε τὰς συγκεντρώσεις καὶ διαδηλώσεις καὶ ἔθεσεν ὑπὸ τὸν ἔλεγχόν του ὅλας τὰς δημοσίας ὑπηρεσίας τῆς νήσου. [1177, 693, 1558, 856]
article-eisenhower [1177, 67, 1558, 600]
article-us-neutrality [1177, 962, 1558, 1196]
price-item: Νο 1 δραχ. 11,50 [223, 1971, 332, 1986]
article-makarios [425, 1147, 930, 1542]
president-name: ΑΝΔΡ. ΣΤΑΥΡΟΥΛΑΚΗΣ [141, 1809, 294, 1824]
article-tourism [940, 1359, 1163, 1510]
article-british-infantry [1177, 1431, 1558, 1698]
article-body: Τὴν προσεχῆ Δευτέραν 5 Μαΐου ἑορτάζει ἡ Ἱερὰ Μονὴ τῆς Ἁγίας Εἰρήνης Κρουσῶνος. Ἡ θεία λειτουργία θὰ τελεσθῇ χοροστατοῦντος τοῦ Σεβ. Μητροπολίτου Κρήτης κ. Εὐγένιου. [425, 2027, 602, 2157]
article-body: ΛΟΝΔΙΝΟΝ 30.— Τὸ Θησαυροφυλάκιον τῶν Ἡνωμένων Πολιτειῶν ἀνεκοίνωσεν τὴν ἀποδέσμευσιν περὶ τὰ 30.000.000 δολλάρια Αἰγυπτιακῶν κεφαλαίων τὰ ὁποῖα εἶχον δεσμευθῆ ὅταν ἡ Αἴγυπτος ἐθνικοποίησε τὴν διώρυγα τοῦ Σουέζ. Τὸ Θησαυροφυλάκιον εἶπεν ὅτι θὰ λάβει τὸ μέτρον αὐτὸ κατόπιν τῆς συμφωνίας μεταξὺ τῆς Αἰγύπτου καὶ τῶν μετόχων τῆς ἑταιρείας τοῦ Σουέζ. [1177, 1789, 1558, 1903]
proclamation-title: ΠΡΟΚΗΡΥΞΙΣ [106, 1231, 329, 1273]
article-body: Μεταξὺ τῶν ἀφιχθέντων προχθὲς εἰς Ἡράκλειον διὰ τοῦ «Σαπφώ» ἦτο ὁ τέως Ὑπουργὸς Δημοσίων Ἔργων κ. Γ. Ράλλης μετὰ τῆς συζύγου του καὶ ἡ διακεκριμένη ἠθοποιὸς τῆς ὀθόνης κ. Μαρία Σελλά μετὰ τοῦ συζύγου της. [950, 1209, 1153, 1339]
article-body: ΛΟΝΔΙΝΟΝ 30.— Ὁ Πρόεδρος Αἰζενχάουερ ἐπανέλαβεν ὅτι ἡ Κυβέρνησις του ἔναντι τῆς Ἰνδονησιακῆς ἐπαναστάσεως εἶναι τηρητικὴ μὲ τὴν ἀπόλυτον οὐδετερότητα. Εἶπεν δὲ ὅτι οἱ Ἀμερικανοὶ πιλότοι λαμβάνουν μέρος εἰς τὰς μάχας πρὸς τὸ μέρος τῶν ἐπαναστατῶν δὲν ἔχουν ἄδειαν ἐκ μέρους τῆς Ἀμερικανικῆς Κυβερνήσεως. Ὁ Πρόεδρος ἐδήλωσε ὅτι δὲν ὑπάρχει οὐδεμία ἀνάμιξις τῆς Ἀμερικῆς εἰς τὰ ἐσωτερικὰ τῆς Ἰνδονησίας. [1177, 1033, 1558, 1163]
divider [425, 1134, 1166, 1136]
article-body: Οἱ ἀφιχθέντες προχθὲς εἰς Ἡράκλειον ἐκ τῶν ἡγετικῶν στελεχῶν τῆς ΕΔΑ κ.κ. Κυπραίος, Γλέζος, Μπριλάκης καὶ Γκισμάκης ἀνεχώρησαν χθὲς ἐκ τῆς πόλεώς μας διὰ τὰς ἄλλας ἐπαρχίας τῆς νήσου ὅπου καὶ θὰ περιοδεύσουν. [425, 1825, 602, 1971]
